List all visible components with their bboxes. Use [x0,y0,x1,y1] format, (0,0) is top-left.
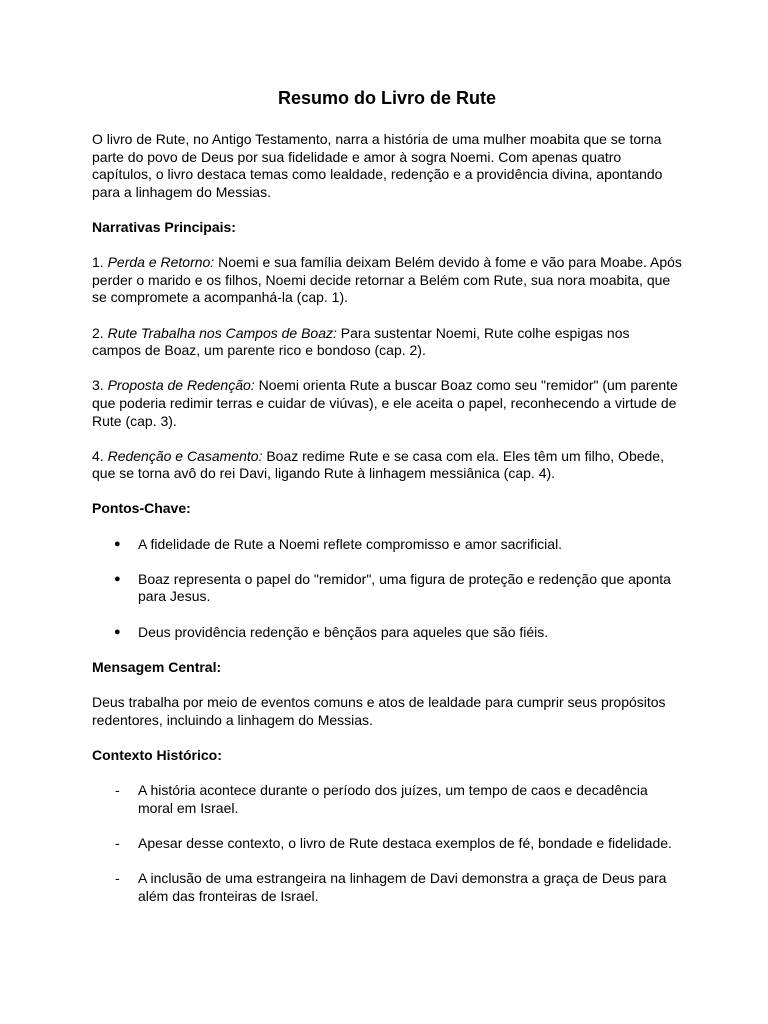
narrative-text: Boaz redime Rute e se casa com ela. Eles têm um filho, Obede, que se torna avô do rei Davi, ligando Rute à linhagem messiânica (cap. 4). [92,447,664,482]
dash-marker: - [115,781,120,798]
narrative-item-2 [92,325,682,360]
list-item [92,536,682,554]
list-item-text: A inclusão de uma estrangeira na linhagem de Davi demonstra a graça de Deus para além das fronteiras de Israel. [138,869,667,904]
bullet-icon: ● [114,625,121,638]
intro-paragraph: O livro de Rute, no Antigo Testamento, narra a história de uma mulher moabita que se torna parte do povo de Deus por sua fidelidade e amor à sogra Noemi. Com apenas quatro capítulos, o livro destaca temas como lealdade, redenção e a providência divina, apontando para a linhagem do Messias. [92,131,663,200]
historical-context-list [92,782,682,905]
dash-marker: - [115,869,120,886]
narrative-number: 1. [92,254,104,271]
narrative-number: 4. [92,447,104,464]
list-item-text: A história acontece durante o período dos juízes, um tempo de caos e decadência moral em Israel. [138,781,648,816]
bullet-icon: ● [114,572,121,585]
central-message-paragraph: Deus trabalha por meio de eventos comuns e atos de lealdade para cumprir seus propósitos redentores, incluindo a linhagem do Messias. [92,694,666,728]
list-item [92,835,682,853]
list-item [92,782,682,817]
list-item-text: Boaz representa o papel do "remidor", uma figura de proteção e redenção que aponta para Jesus. [138,570,671,605]
narrative-item-3 [92,377,682,430]
narratives-heading: Narrativas Principais: [92,218,236,235]
narrative-number: 2. [92,324,104,341]
list-item-text: Deus providência redenção e bênçãos para aqueles que são fiéis. [138,623,549,640]
list-item-text: A fidelidade de Rute a Noemi reflete compromisso e amor sacrificial. [138,535,563,552]
central-message-heading: Mensagem Central: [92,658,222,675]
list-item [92,571,682,606]
list-item [92,624,682,642]
bullet-icon: ● [114,537,121,550]
list-item-text: Apesar desse contexto, o livro de Rute destaca exemplos de fé, bondade e fidelidade. [138,834,672,851]
narrative-title: Perda e Retorno: [107,254,215,271]
narrative-text: Para sustentar Noemi, Rute colhe espigas nos campos de Boaz, um parente rico e bondoso (cap. 2). [92,324,630,359]
narrative-title: Redenção e Casamento: [107,447,263,464]
historical-context-heading: Contexto Histórico: [92,746,222,763]
document-page [92,87,682,923]
dash-marker: - [115,834,120,851]
narrative-number: 3. [92,377,104,394]
narrative-text: Noemi e sua família deixam Belém devido à fome e vão para Moabe. Após perder o marido e os filhos, Noemi decide retornar a Belém com Rute, sua nora moabita, que se compromete a acompanhá-la (cap. 1). [92,254,682,306]
key-points-heading: Pontos-Chave: [92,500,191,517]
narrative-text: Noemi orienta Rute a buscar Boaz como seu "remidor" (um parente que poderia redimir terras e cuidar de viúvas), e ele aceita o papel, reconhecendo a virtude de Rute (cap. 3). [92,377,678,429]
narrative-item-1 [92,254,682,307]
narrative-item-4 [92,448,682,483]
document-title: Resumo do Livro de Rute [277,88,497,108]
list-item [92,870,682,905]
narrative-title: Proposta de Redenção: [107,377,255,394]
key-points-list [92,536,682,642]
narrative-title: Rute Trabalha nos Campos de Boaz: [107,324,337,341]
